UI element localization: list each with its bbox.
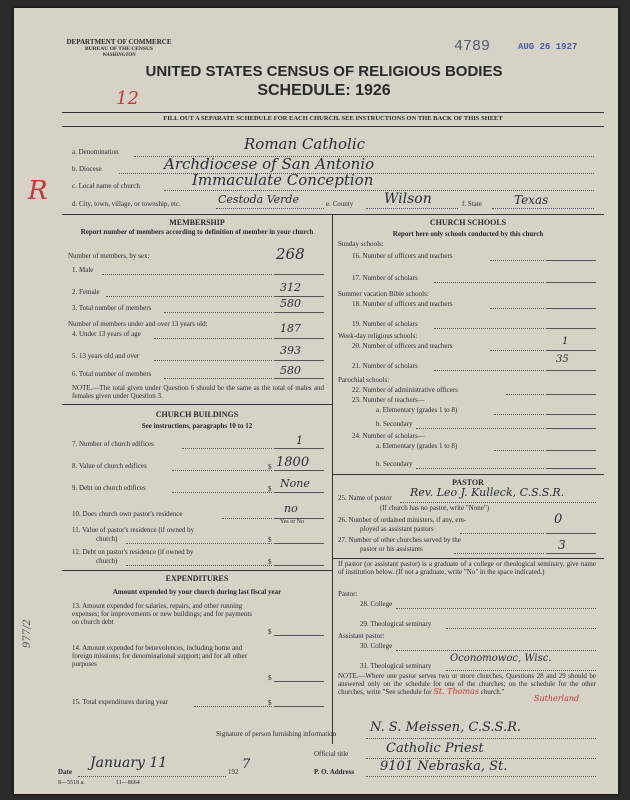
weekday-schools-label: Week-day religious schools: [338,332,418,340]
q11-label: 11. Value of pastor's residence (if owned by [72,526,195,534]
q17-label: 17. Number of scholars [352,274,418,282]
date-label: Date [58,768,72,776]
q9-value: None [280,477,310,490]
buildings-sub: See instructions, paragraphs 10 to 12 [141,422,253,430]
q24b-label: b. Secondary [376,460,413,468]
q23b-label: b. Secondary [376,420,413,428]
state-value: Texas [514,193,549,207]
q12-label-cont: church) [96,557,118,565]
signature-value: N. S. Meissen, C.S.S.R. [370,720,522,735]
pastor-heading: PASTOR [452,478,484,487]
q23a-label: a. Elementary (grades 1 to 8) [376,406,458,414]
expenditures-sub: Amount expended by your church during last fiscal year [112,588,282,596]
department-label: DEPARTMENT OF COMMERCE [66,38,172,46]
q8-label: 8. Value of church edifices [72,462,147,470]
q24a-label: a. Elementary (grades 1 to 8) [376,442,458,450]
q6-total-label: 6. Total number of members [72,370,152,378]
instruction-line: FILL OUT A SEPARATE SCHEDULE FOR EACH CHURCH. SEE INSTRUCTIONS ON THE BACK OF THIS SHEET [163,115,503,122]
summer-schools-label: Summer vacation Bible schools: [338,290,429,298]
q8-value: 1800 [276,455,310,470]
q10-value: no [284,502,298,515]
state-label: f. State [462,200,482,208]
q15-label: 15. Total expenditures during year [72,698,168,706]
members-by-age-label: Number of members under and over 13 years old: [68,320,208,328]
q26-label: 26. Number of ordained ministers, if any, em- [338,516,467,524]
q24-label: 24. Number of scholars— [352,432,425,440]
q18-label: 18. Number of officers and teachers [352,300,453,308]
q3-total-label: 3. Total number of members [72,304,152,312]
q7-label: 7. Number of church edifices [72,440,154,448]
q19-label: 19. Number of scholars [352,320,418,328]
diocese-value: Archdiocese of San Antonio [164,155,375,173]
q13-label: 13. Amount expended for salaries, repairs, and other running expenses; for improvements or new buildings; and for payments on church debt [72,602,253,626]
q14-label: 14. Amount expended for benevolences, including home and foreign missions; for denominational support; and for all other purposes [72,644,247,668]
q5-over13-value: 393 [280,344,301,357]
q5-over13-label: 5. 13 years old and over [72,352,140,360]
pastor-subheading: Pastor: [338,590,358,598]
title-label: Official title [314,750,349,758]
q20-value: 1 [562,336,569,347]
form-title: UNITED STATES CENSUS OF RELIGIOUS BODIES [145,63,503,80]
denomination-value: Roman Catholic [244,135,366,153]
q9-label: 9. Debt on church edifices [72,484,146,492]
q28-label: 28. College [360,600,393,608]
city-label: d. City, town, village, or township, etc. [72,200,181,208]
year-value: 7 [242,757,251,772]
red-number-mark: 12 [116,88,139,109]
q27-label-cont: pastor or his assistants [360,545,423,553]
yes-no-hint: Yes or No [280,519,305,525]
expenditures-heading: EXPENDITURES [165,574,229,583]
note-side-value: Sutherland [534,694,580,703]
q4-under13-value: 187 [280,322,301,335]
pastor-note: NOTE.—Where one pastor serves two or more churches, Questions 28 and 29 should be answered only on the schedule for one of the churches; on the schedule for the other churches, write "See schedule for St. Thomas church." [338,672,596,696]
q31-value: Oconomowoc, Wisc. [450,653,552,664]
q1-male-value: 268 [276,245,305,263]
form-subtitle: SCHEDULE: 1926 [257,82,391,99]
q2-female-label: 2. Female [72,288,100,296]
membership-note: NOTE.—The total given under Question 6 should be the same as the total of males and females given under Question 3. [72,384,324,400]
date-value: January 11 [90,755,168,771]
po-address-label: P. O. Address [314,768,355,776]
q1-male-label: 1. Male [72,266,94,274]
po-address-value: 9101 Nebraska, St. [380,759,508,774]
county-label: e. County [326,200,354,208]
graduate-instruction: If pastor (or assistant pastor) is a graduate of a college or theological seminary, give name of institution below. (If not a graduate, write "No" in the space indicated.) [338,560,596,576]
parochial-schools-label: Parochial schools: [338,376,390,384]
schools-intro: Report here only schools conducted by this church [392,230,544,238]
title-value: Catholic Priest [386,741,484,756]
members-by-sex-label: Number of members, by sex: [68,252,150,260]
stamp-number: 4789 [454,38,491,55]
q20-label: 20. Number of officers and teachers [352,342,453,350]
city-value: Cestoda Verde [218,193,299,206]
q7-value: 1 [296,434,303,447]
q25-value: Rev. Leo J. Kulleck, C.S.S.R. [410,486,565,499]
q6-total-value: 580 [280,364,301,377]
q3-total-value: 580 [280,297,301,310]
q21-label: 21. Number of scholars [352,362,418,370]
form-number: 8—5518 a. [58,780,85,786]
q30-label: 30. College [360,642,393,650]
form-number-2: 11—8664 [116,780,140,786]
signature-label: Signature of person furnishing information [216,730,337,738]
city-label: WASHINGTON [102,53,136,58]
received-stamp-date: AUG 26 1927 [518,42,578,52]
assistant-subheading: Assistant pastor: [338,632,385,640]
bureau-label: BUREAU OF THE CENSUS [84,46,153,52]
buildings-heading: CHURCH BUILDINGS [155,410,239,419]
q26-label-cont: ployed as assistant pastors [360,525,434,533]
census-schedule-page: DEPARTMENT OF COMMERCE BUREAU OF THE CENSUS WASHINGTON 4789 AUG 26 1927 UNITED STATES CENSUS OF RELIGIOUS BODIES SCHEDULE: 1926 12 FILL OUT A SEPARATE SCHEDULE FOR EACH CHURCH. SEE INSTRUCTIONS ON THE BACK OF THIS SHEET a. Denomination Roman Catholic b. Diocese Archdiocese of San Antonio c. Local name of church Immaculate Conception R d. City, town, village, or township, etc. Cestoda Verde e. County Wilson f. State Texas MEMBERSHIP Report number of members according to definition of member in your church Number of members, by sex: 1. Male 268 2. Female 312 3. Total number of members 580 Number of members under and over 13 years old: 4. Under 13 years of age 187 5. 13 years old and over 393 6. Total number of members 580 NOTE.—The total given under Question 6 should be the same as the total of males and females given under Question 3. CHURCH BUILDINGS See instructions, paragraphs 10 to 12 7. Number of church edifices 1 8. Value of church edifices $ 1800 9. Debt on church edifices $ None 10. Does church own pastor's residence no Yes or No 11. Value of pastor's residence (if owned by church) $ 12. Debt on pastor's residence (if owned by church) $ EXPENDITURES Amount expended by your church during last fiscal year 13. Amount expended for salaries, repairs, and other running expenses; for improvements or new buildings; and for payments on church debt $ 14. Amount expended for benevolences, including home and foreign missions; for denominational support; and for all other purposes $ 15. Total expenditures during year $ 977/2 CHURCH SCHOOLS Report here only schools conducted by this church Sunday schools: 16. Number of officers and teachers 17. Number of scholars Summer vacation Bible schools: 18. Number of officers and teachers 19. Number of scholars Week-day religious schools: 20. Number of officers and teachers 1 21. Number of scholars 35 Parochial schools: 22. Number of administrative officers 23. Number of teachers— a. Elementary (grades 1 to 8) b. Secondary 24. Number of scholars— a. Elementary (grades 1 to 8) b. Secondary PASTOR 25. Name of pastor Rev. Leo J. Kulleck, C.S.S.R. (If church has no pastor, write "None") 26. Number of ordained ministers, if any, em- ployed as assistant pastors 0 27. Number of other churches served by the pastor or his assistants 3 If pastor (or assistant pastor) is a graduate of a college or theological seminary, give name of institution below. (If not a graduate, write "No" in the space indicated.) Pastor: 28. College 29. Theological seminary Assistant pastor: 30. College 31. Theological seminary Oconomowoc, Wisc. NOTE.—Where one pastor serves two or more churches, Questions 28 and 29 should be answered only on the schedule for one of the churches; on the schedule for the other churches, write "See schedule for St. Thomas church." Sutherland Signature of person furnishing information N. S. Meissen, C.S.S.R. Official title Catholic Priest Date January 11 192 7 P. O. Address 9101 Nebraska, St. 8—5518 a. 11—8664 [14,8,618,794]
sunday-schools-label: Sunday schools: [338,240,384,248]
q23-label: 23. Number of teachers— [352,396,425,404]
q25-label: 25. Name of pastor [338,494,392,502]
county-value: Wilson [384,191,432,207]
q16-label: 16. Number of officers and teachers [352,252,453,260]
year-prefix: 192 [228,768,239,776]
q4-under13-label: 4. Under 13 years of age [72,330,141,338]
q27-label: 27. Number of other churches served by the [338,536,461,544]
denomination-label: a. Denomination [72,148,119,156]
note-fill: St. Thomas [433,687,479,696]
side-note: 977/2 [22,619,33,648]
church-name-value: Immaculate Conception [192,171,374,189]
q10-label: 10. Does church own pastor's residence [72,510,183,518]
q21-value: 35 [556,354,569,365]
q25-hint: (If church has no pastor, write "None") [380,504,490,512]
schools-heading: CHURCH SCHOOLS [429,218,507,227]
diocese-label: b. Diocese [72,165,102,173]
q12-label: 12. Debt on pastor's residence (if owned by [72,548,194,556]
membership-intro: Report number of members according to definition of member in your church [80,228,314,236]
q22-label: 22. Number of administrative officers [352,386,458,394]
membership-heading: MEMBERSHIP [169,218,225,227]
q11-label-cont: church) [96,535,118,543]
q27-value: 3 [558,538,566,552]
q29-label: 29. Theological seminary [360,620,432,628]
q31-label: 31. Theological seminary [360,662,432,670]
red-r-mark: R [28,176,48,206]
q2-female-value: 312 [280,281,301,294]
church-name-label: c. Local name of church [72,182,140,190]
q26-value: 0 [554,512,563,527]
